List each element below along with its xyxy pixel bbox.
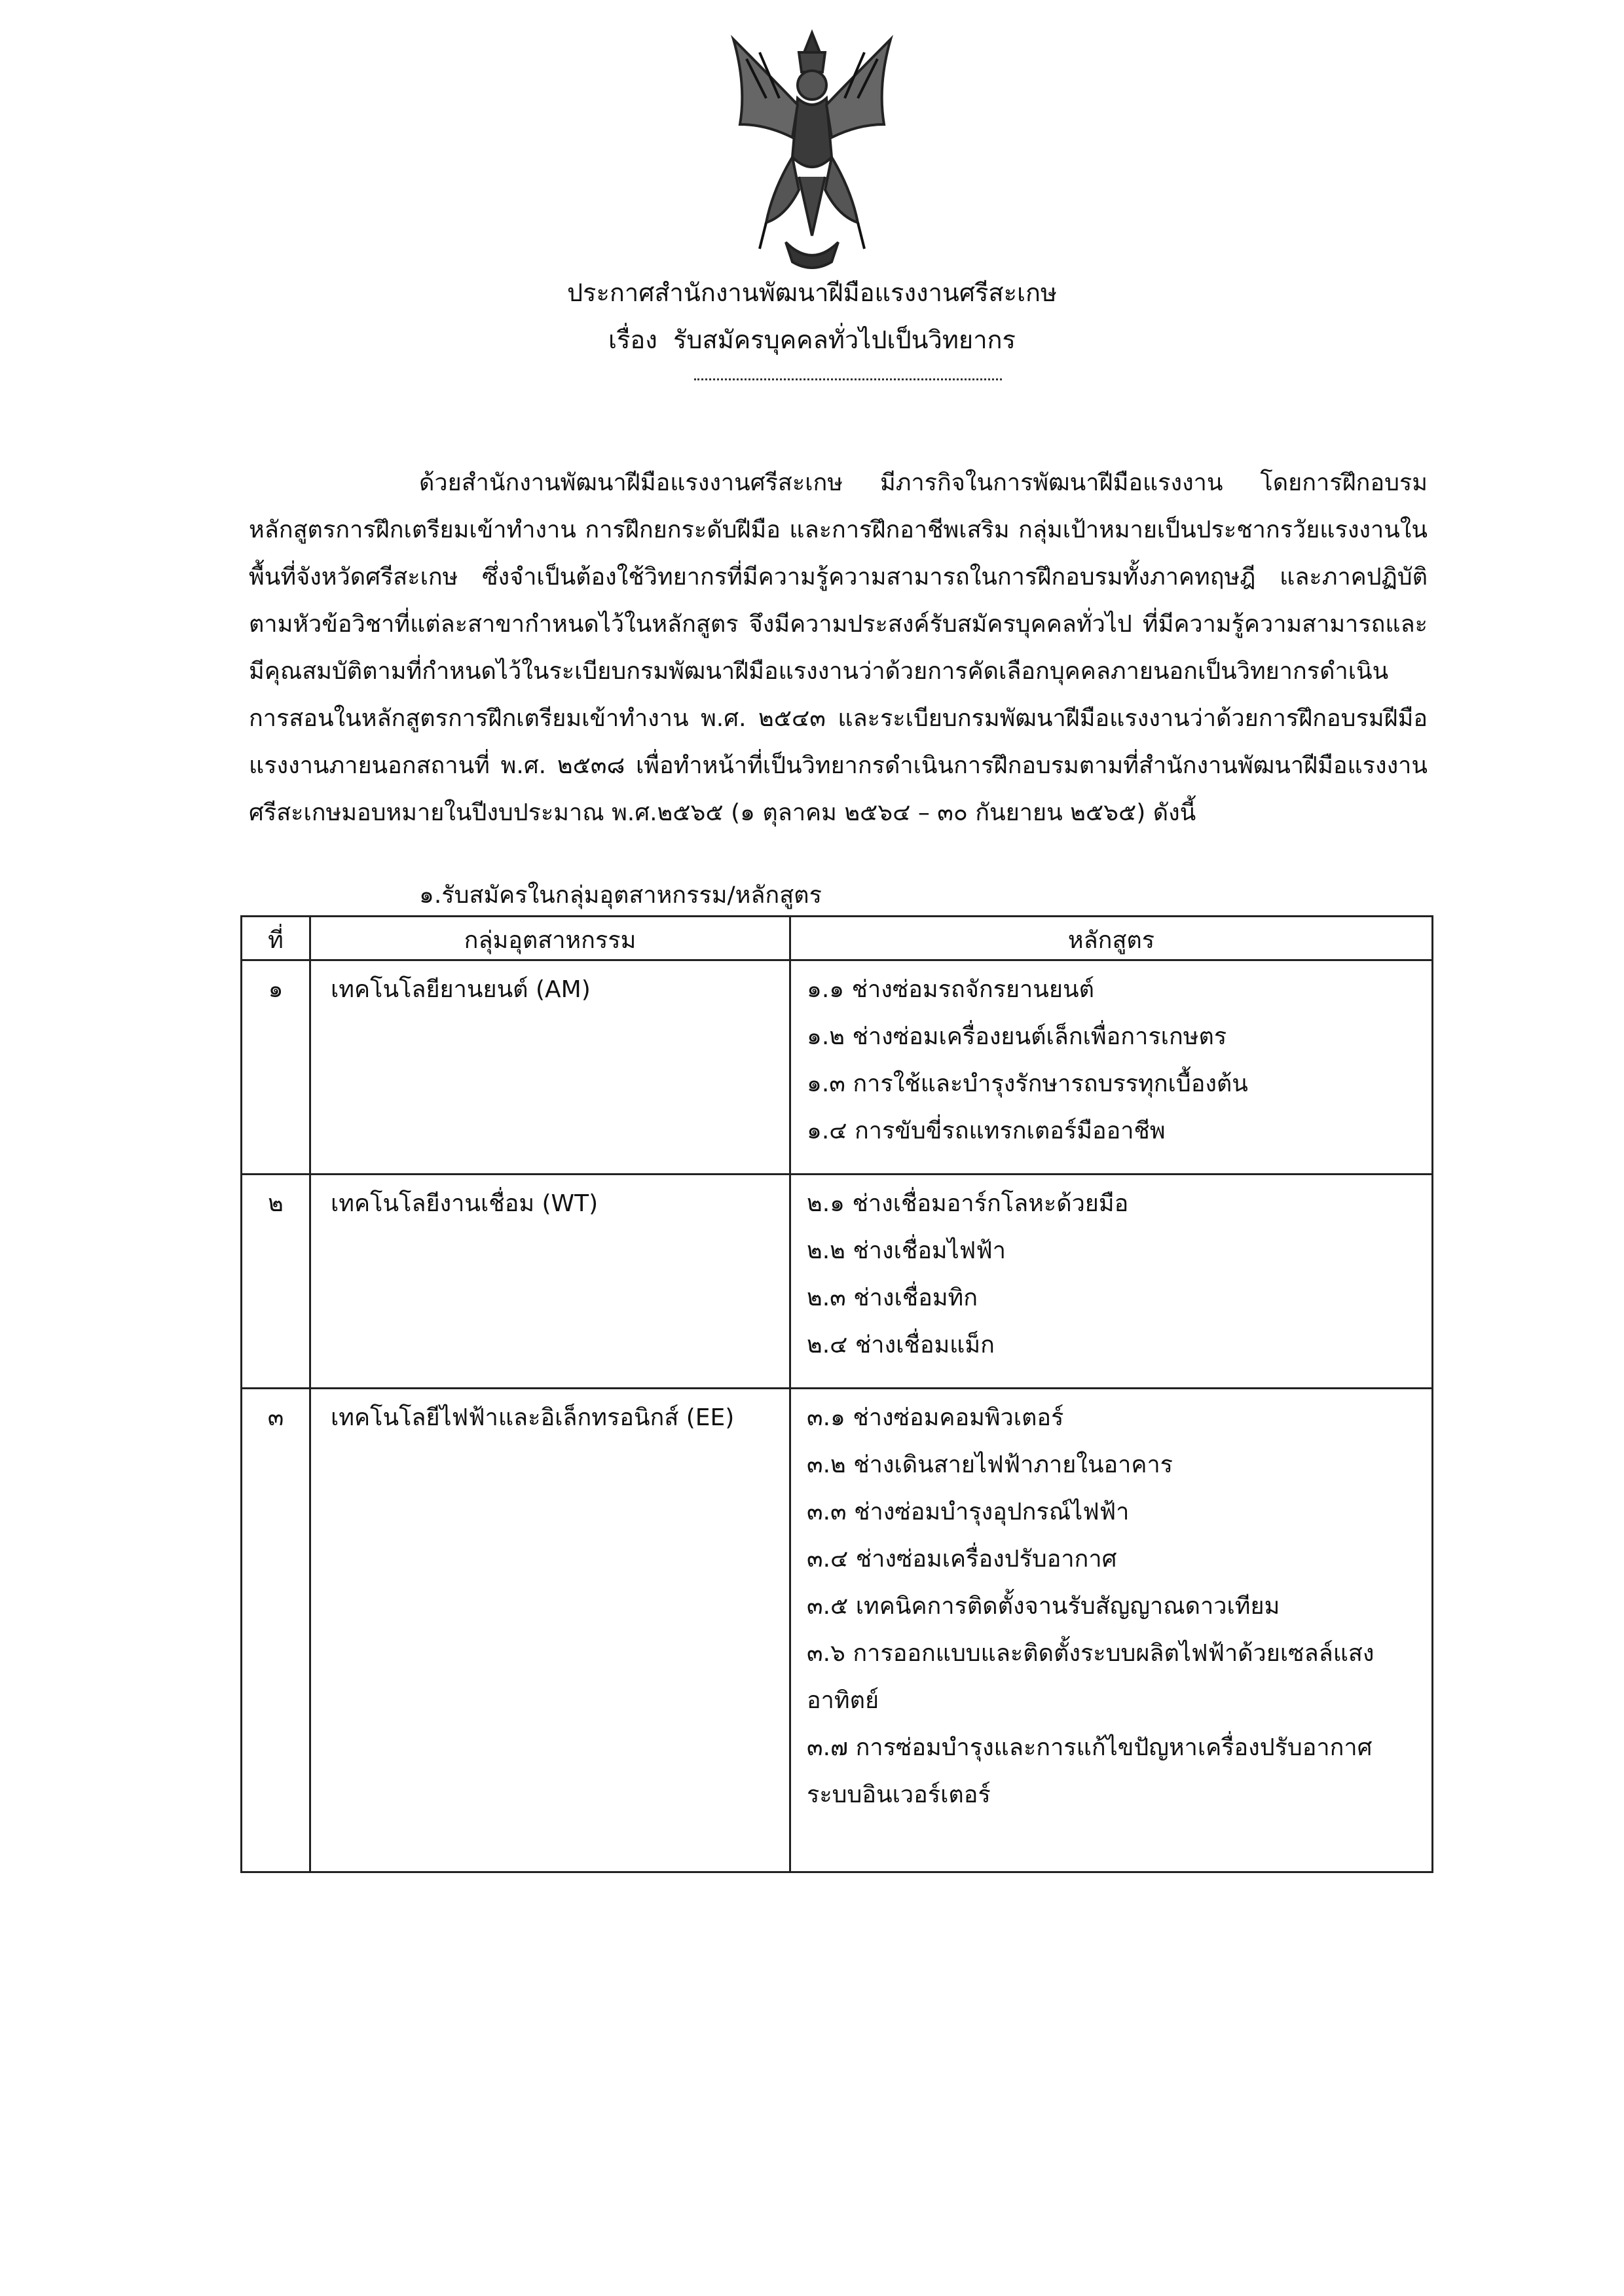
subject-label: เรื่อง: [608, 325, 657, 354]
course-item: ๓.๗ การซ่อมบำรุงและการแก้ไขปัญหาเครื่องปรับอากาศระบบอินเวอร์เตอร์: [807, 1734, 1373, 1808]
section-title: ๑.รับสมัครในกลุ่มอุตสาหกรรม/หลักสูตร: [419, 882, 822, 909]
course-item: ๒.๔ ช่างเชื่อมแม็ก: [807, 1332, 995, 1358]
announcement-subject: [0, 327, 1624, 352]
row-group: เทคโนโลยีงานเชื่อม (WT): [310, 1175, 790, 1389]
row-no: ๓: [242, 1389, 310, 1872]
table-row: [242, 1175, 1433, 1389]
row-courses: [790, 960, 1433, 1175]
body-paragraph: ด้วยสำนักงานพัฒนาฝีมือแรงงานศรีสะเกษ มีภารกิจในการพัฒนาฝีมือแรงงาน โดยการฝึกอบรมหลักสูตรการฝึกเตรียมเข้าทำงาน การฝึกยกระดับฝีมือ และการฝึกอาชีพเสริม กลุ่มเป้าหมายเป็นประชากรวัยแรงงานในพื้นที่จังหวัดศรีสะเกษ ซึ่งจำเป็นต้องใช้วิทยากรที่มีความรู้ความสามารถในการฝึกอบรมทั้งภาคทฤษฎี และภาคปฏิบัติ ตามหัวข้อวิชาที่แต่ละสาขากำหนดไว้ในหลักสูตร จึงมีความประสงค์รับสมัครบุคคลทั่วไป ที่มีความรู้ความสามารถและมีคุณสมบัติตามที่กำหนดไว้ในระเบียบกรมพัฒนาฝีมือแรงงานว่าด้วยการคัดเลือกบุคคลภายนอกเป็นวิทยากรดำเนินการสอนในหลักสูตรการฝึกเตรียมเข้าทำงาน พ.ศ. ๒๕๔๓ และระเบียบกรมพัฒนาฝีมือแรงงานว่าด้วยการฝึกอบรมฝีมือแรงงานภายนอกสถานที่ พ.ศ. ๒๕๓๘ เพื่อทำหน้าที่เป็นวิทยากรดำเนินการฝึกอบรมตามที่สำนักงานพัฒนาฝีมือแรงงานศรีสะเกษมอบหมายในปีงบประมาณ พ.ศ.๒๕๖๕ (๑ ตุลาคม ๒๕๖๔ – ๓๐ กันยายน ๒๕๖๕) ดังนี้: [249, 469, 1428, 826]
course-item: ๓.๖ การออกแบบและติดตั้งระบบผลิตไฟฟ้าด้วยเซลล์แสงอาทิตย์: [807, 1640, 1375, 1714]
course-item: ๑.๑ ช่างซ่อมรถจักรยานยนต์: [807, 976, 1094, 1003]
row-no: ๑: [242, 960, 310, 1175]
course-item: ๓.๒ ช่างเดินสายไฟฟ้าภายในอาคาร: [807, 1451, 1173, 1478]
row-courses: [790, 1389, 1433, 1872]
row-no: ๒: [242, 1175, 310, 1389]
course-item: ๑.๔ การขับขี่รถแทรกเตอร์มืออาชีพ: [807, 1118, 1166, 1144]
course-item: ๒.๒ ช่างเชื่อมไฟฟ้า: [807, 1237, 1006, 1264]
announcement-title: ประกาศสำนักงานพัฒนาฝีมือแรงงานศรีสะเกษ: [566, 278, 1058, 307]
course-item: ๑.๓ การใช้และบำรุงรักษารถบรรทุกเบื้องต้น: [807, 1070, 1248, 1097]
courses-table: [240, 915, 1433, 1873]
garuda-emblem-icon: [720, 26, 904, 275]
header-no: ที่: [242, 917, 310, 960]
table-header-row: [242, 917, 1433, 960]
header-course: หลักสูตร: [790, 917, 1433, 960]
course-item: ๒.๓ ช่างเชื่อมทิก: [807, 1285, 978, 1311]
table-row: [242, 960, 1433, 1175]
course-item: ๒.๑ ช่างเชื่อมอาร์กโลหะด้วยมือ: [807, 1190, 1129, 1217]
subject-text: รับสมัครบุคคลทั่วไปเป็นวิทยากร: [673, 325, 1016, 354]
row-group: เทคโนโลยีไฟฟ้าและอิเล็กทรอนิกส์ (EE): [310, 1389, 790, 1872]
dotted-divider: [694, 378, 1002, 380]
table-row: [242, 1389, 1433, 1872]
course-item: ๓.๓ ช่างซ่อมบำรุงอุปกรณ์ไฟฟ้า: [807, 1499, 1130, 1525]
header-group: กลุ่มอุตสาหกรรม: [310, 917, 790, 960]
course-item: ๑.๒ ช่างซ่อมเครื่องยนต์เล็กเพื่อการเกษตร: [807, 1023, 1227, 1050]
row-courses: [790, 1175, 1433, 1389]
course-item: ๓.๑ ช่างซ่อมคอมพิวเตอร์: [807, 1404, 1064, 1431]
course-item: ๓.๔ ช่างซ่อมเครื่องปรับอากาศ: [807, 1546, 1117, 1573]
course-item: ๓.๕ เทคนิคการติดตั้งจานรับสัญญาณดาวเทียม: [807, 1593, 1280, 1620]
row-group: เทคโนโลยียานยนต์ (AM): [310, 960, 790, 1175]
